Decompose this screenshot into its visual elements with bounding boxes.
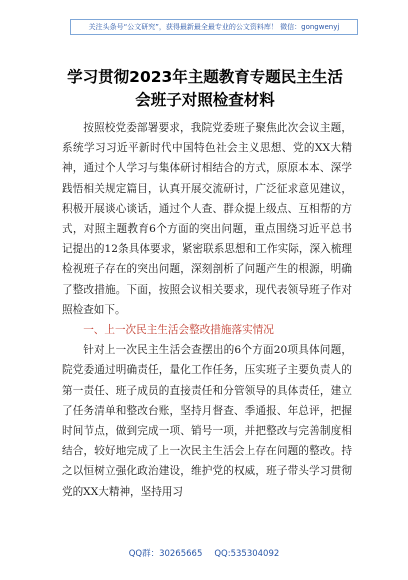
section-heading: 一、上一次民主生活会整改措施落实情况 [83, 324, 274, 337]
document-title-line-1: 学习贯彻2023年主题教育专题民主生活 [67, 68, 343, 86]
footer-qq: QQ:535304092 [214, 549, 280, 559]
document-title-line-2: 会班子对照检查材料 [135, 91, 275, 109]
footer-qq-group: QQ群：30265665 [128, 549, 203, 559]
footer-contact [0, 547, 408, 559]
header-banner: 关注头条号“公文研究”，获得最新最全最专业的公文资料库！ 微信：gongwenyj [70, 19, 358, 35]
intro-paragraph: 按照校党委部署要求，我院党委班子聚焦此次会议主题，系统学习习近平新时代中国特色社会主义思想、党的XX大精神，通过个人学习与集体研讨相结合的方式，原原本本、深学践悟相关规定篇目，认真开展交流研讨，广泛征求意见建议，积极开展谈心谈话，通过个人查、群众提上级点、互相帮的方式，对照主题教育6个方面的突出问题，重点围绕习近平总书记提出的12条具体要求，紧密联系思想和工作实际，深入梳理检视班子存在的突出问题，深刻剖析了问题产生的根源，明确了整改措施。下面，按照会议相关要求，现代表领导班子作对照检查如下。 [62, 122, 352, 316]
document-body [62, 118, 352, 502]
section-paragraph: 针对上一次民主生活会查摆出的6个方面20项具体问题，院党委通过明确责任，量化工作任务，压实班子主要负责人的第一责任、班子成员的直接责任和分管领导的具体责任，建立了任务清单和整改台账，坚持月督查、季通报、年总评，把握时间节点，做到完成一项、销号一项，并把整改与完善制度相结合，较好地完成了上一次民主生活会上存在问题的整改。持之以恒树立强化政治建设，维护党的权威，班子带头学习贯彻党的XX大精神，坚持用习 [62, 344, 352, 498]
